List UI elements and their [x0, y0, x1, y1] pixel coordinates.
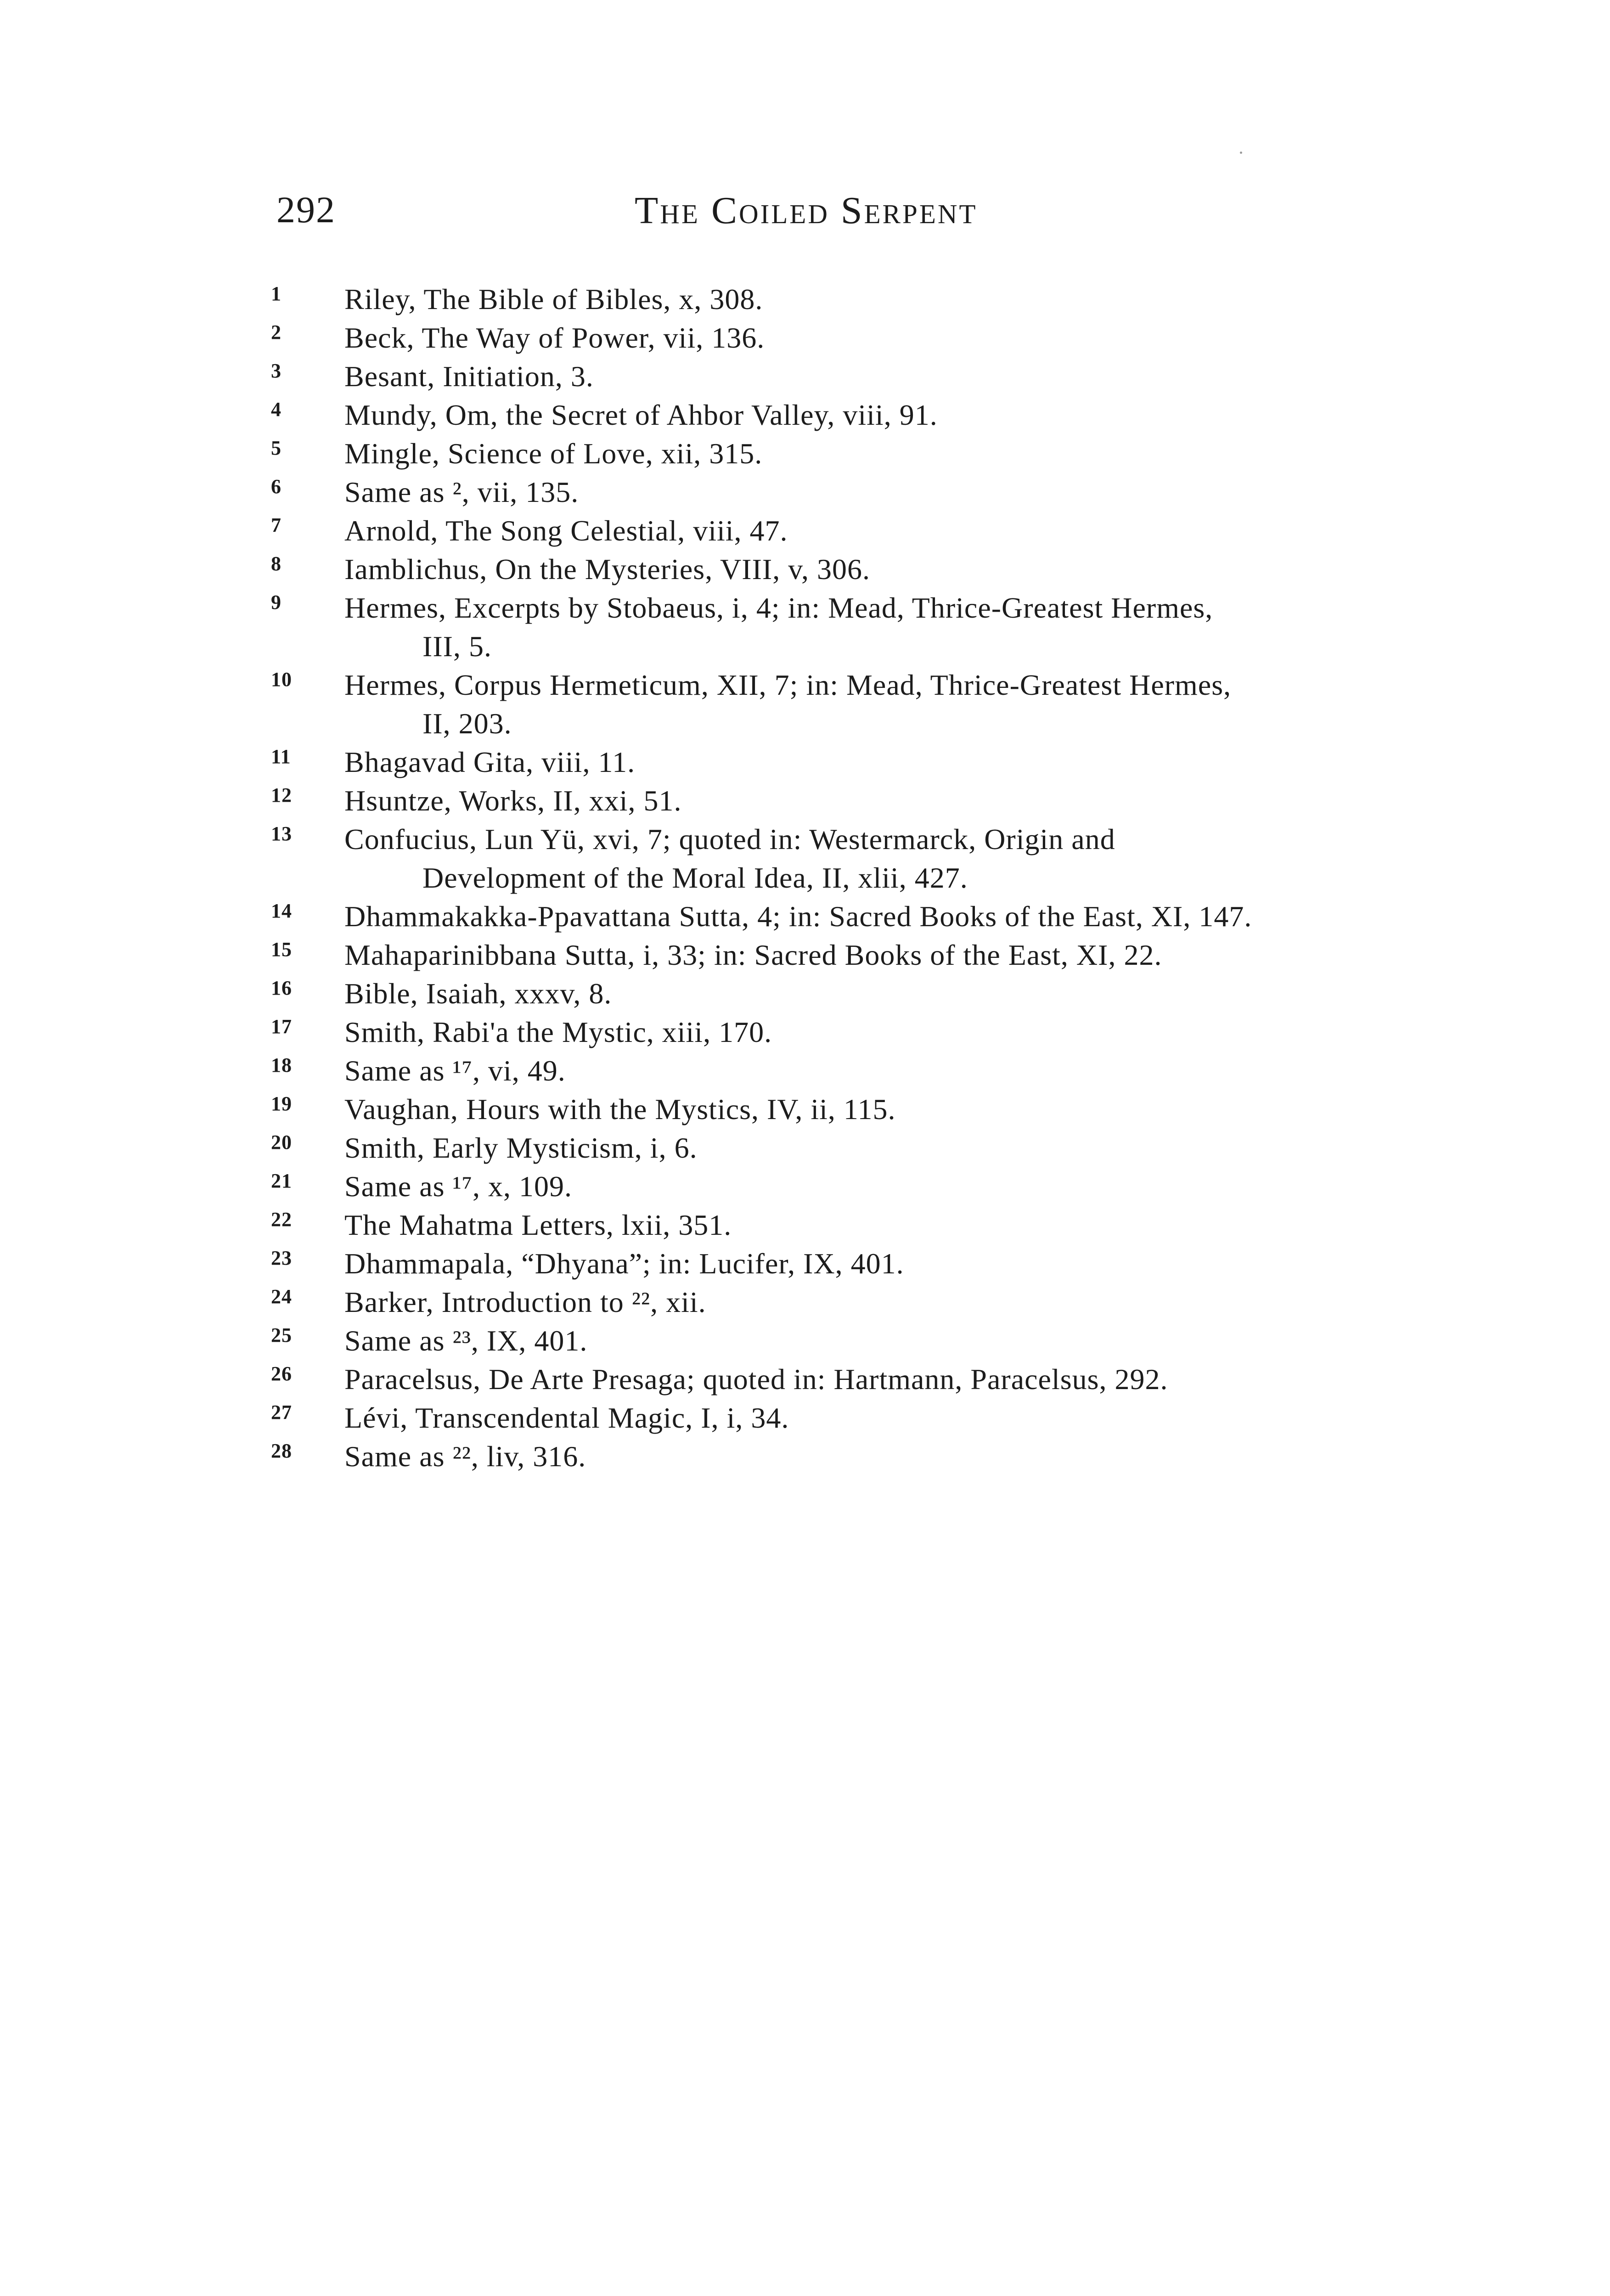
endnote-item: [266, 396, 1442, 434]
endnote-item: [266, 1437, 1442, 1476]
endnote-number: 28: [271, 1440, 292, 1462]
endnote-text: Same as ²², liv, 316.: [344, 1440, 586, 1473]
endnote-item: [266, 897, 1442, 936]
endnote-text: Hermes, Excerpts by Stobaeus, i, 4; in: Mead, Thrice-Greatest Hermes,: [344, 591, 1213, 624]
endnote-item: [266, 936, 1442, 974]
endnote-continuation: II, 203.: [422, 707, 512, 740]
endnote-item: [266, 1206, 1442, 1244]
endnote-item: [266, 666, 1442, 743]
endnote-item: [266, 550, 1442, 589]
endnote-number: 10: [271, 668, 292, 691]
endnote-item: [266, 820, 1442, 897]
endnote-item: [266, 473, 1442, 512]
endnote-text: Bible, Isaiah, xxxv, 8.: [344, 977, 612, 1010]
endnote-text: Riley, The Bible of Bibles, x, 308.: [344, 283, 763, 315]
endnote-number: 19: [271, 1092, 292, 1115]
endnote-number: 11: [271, 745, 291, 768]
endnote-text: Hsuntze, Works, II, xxi, 51.: [344, 784, 682, 817]
endnote-item: [266, 1129, 1442, 1167]
endnote-item: [266, 1399, 1442, 1437]
endnote-number: 15: [271, 938, 292, 961]
endnote-item: [266, 1244, 1442, 1283]
endnote-number: 16: [271, 977, 292, 999]
endnote-text: Dhammakakka-Ppavattana Sutta, 4; in: Sacred Books of the East, XI, 147.: [344, 900, 1252, 933]
endnote-item: [266, 319, 1442, 357]
endnote-item: [266, 1090, 1442, 1129]
endnote-number: 26: [271, 1362, 292, 1385]
endnote-number: 1: [271, 282, 281, 305]
endnote-number: 5: [271, 437, 281, 459]
endnote-number: 24: [271, 1285, 292, 1308]
endnote-text: Beck, The Way of Power, vii, 136.: [344, 321, 765, 354]
endnote-number: 9: [271, 591, 281, 613]
endnote-text: Bhagavad Gita, viii, 11.: [344, 746, 636, 778]
endnote-item: [266, 1283, 1442, 1322]
endnote-text: Lévi, Transcendental Magic, I, i, 34.: [344, 1401, 789, 1434]
endnote-text: Smith, Early Mysticism, i, 6.: [344, 1131, 698, 1164]
endnote-text: Dhammapala, “Dhyana”; in: Lucifer, IX, 401.: [344, 1247, 904, 1280]
endnote-item: [266, 280, 1442, 319]
endnote-number: 18: [271, 1054, 292, 1076]
endnote-number: 7: [271, 514, 281, 536]
endnote-number: 3: [271, 360, 281, 382]
endnote-number: 4: [271, 398, 281, 421]
scan-speck: [1240, 152, 1242, 154]
endnote-item: [266, 1052, 1442, 1090]
endnote-text: Hermes, Corpus Hermeticum, XII, 7; in: Mead, Thrice-Greatest Hermes,: [344, 669, 1232, 701]
endnote-item: [266, 1167, 1442, 1206]
endnote-item: [266, 589, 1442, 666]
endnote-text: Barker, Introduction to ²², xii.: [344, 1286, 706, 1318]
endnote-number: 22: [271, 1208, 292, 1231]
endnote-number: 12: [271, 784, 292, 806]
endnote-item: [266, 1322, 1442, 1360]
endnote-text: Vaughan, Hours with the Mystics, IV, ii, 115.: [344, 1093, 896, 1125]
endnote-text: Same as ²³, IX, 401.: [344, 1324, 588, 1357]
endnote-number: 17: [271, 1015, 292, 1038]
endnote-item: [266, 743, 1442, 782]
endnote-item: [266, 1013, 1442, 1052]
endnote-text: Mundy, Om, the Secret of Ahbor Valley, viii, 91.: [344, 399, 938, 431]
endnote-text: Same as ¹⁷, vi, 49.: [344, 1054, 566, 1087]
endnote-text: Paracelsus, De Arte Presaga; quoted in: Hartmann, Paracelsus, 292.: [344, 1363, 1168, 1396]
endnote-text: Same as ², vii, 135.: [344, 476, 579, 508]
page-number: 292: [276, 189, 336, 231]
endnote-continuation: III, 5.: [422, 630, 492, 663]
endnote-number: 8: [271, 552, 281, 575]
endnote-number: 20: [271, 1131, 292, 1154]
endnote-item: [266, 782, 1442, 820]
endnote-number: 23: [271, 1247, 292, 1269]
endnote-continuation: Development of the Moral Idea, II, xlii, 427.: [422, 861, 968, 894]
endnote-item: [266, 1360, 1442, 1399]
endnote-number: 6: [271, 475, 281, 498]
endnote-item: [266, 434, 1442, 473]
endnote-text: Confucius, Lun Yü, xvi, 7; quoted in: Westermarck, Origin and: [344, 823, 1115, 855]
page-header: [276, 188, 1438, 239]
endnote-text: Smith, Rabi'a the Mystic, xiii, 170.: [344, 1016, 772, 1048]
endnote-item: [266, 512, 1442, 550]
endnote-number: 14: [271, 900, 292, 922]
endnote-number: 13: [271, 822, 292, 845]
endnote-text: Mahaparinibbana Sutta, i, 33; in: Sacred Books of the East, XI, 22.: [344, 939, 1162, 971]
endnote-text: Mingle, Science of Love, xii, 315.: [344, 437, 763, 470]
endnote-number: 2: [271, 321, 281, 343]
endnote-number: 21: [271, 1170, 292, 1192]
endnote-number: 27: [271, 1401, 292, 1424]
endnote-text: Iamblichus, On the Mysteries, VIII, v, 306.: [344, 553, 871, 585]
endnote-text: Arnold, The Song Celestial, viii, 47.: [344, 514, 788, 547]
endnote-number: 25: [271, 1324, 292, 1346]
endnote-text: Same as ¹⁷, x, 109.: [344, 1170, 572, 1203]
endnote-item: [266, 357, 1442, 396]
endnotes-list: [266, 280, 1442, 1476]
endnote-text: The Mahatma Letters, lxii, 351.: [344, 1209, 732, 1241]
endnote-text: Besant, Initiation, 3.: [344, 360, 594, 393]
endnote-item: [266, 974, 1442, 1013]
running-head: The Coiled Serpent: [635, 189, 978, 232]
